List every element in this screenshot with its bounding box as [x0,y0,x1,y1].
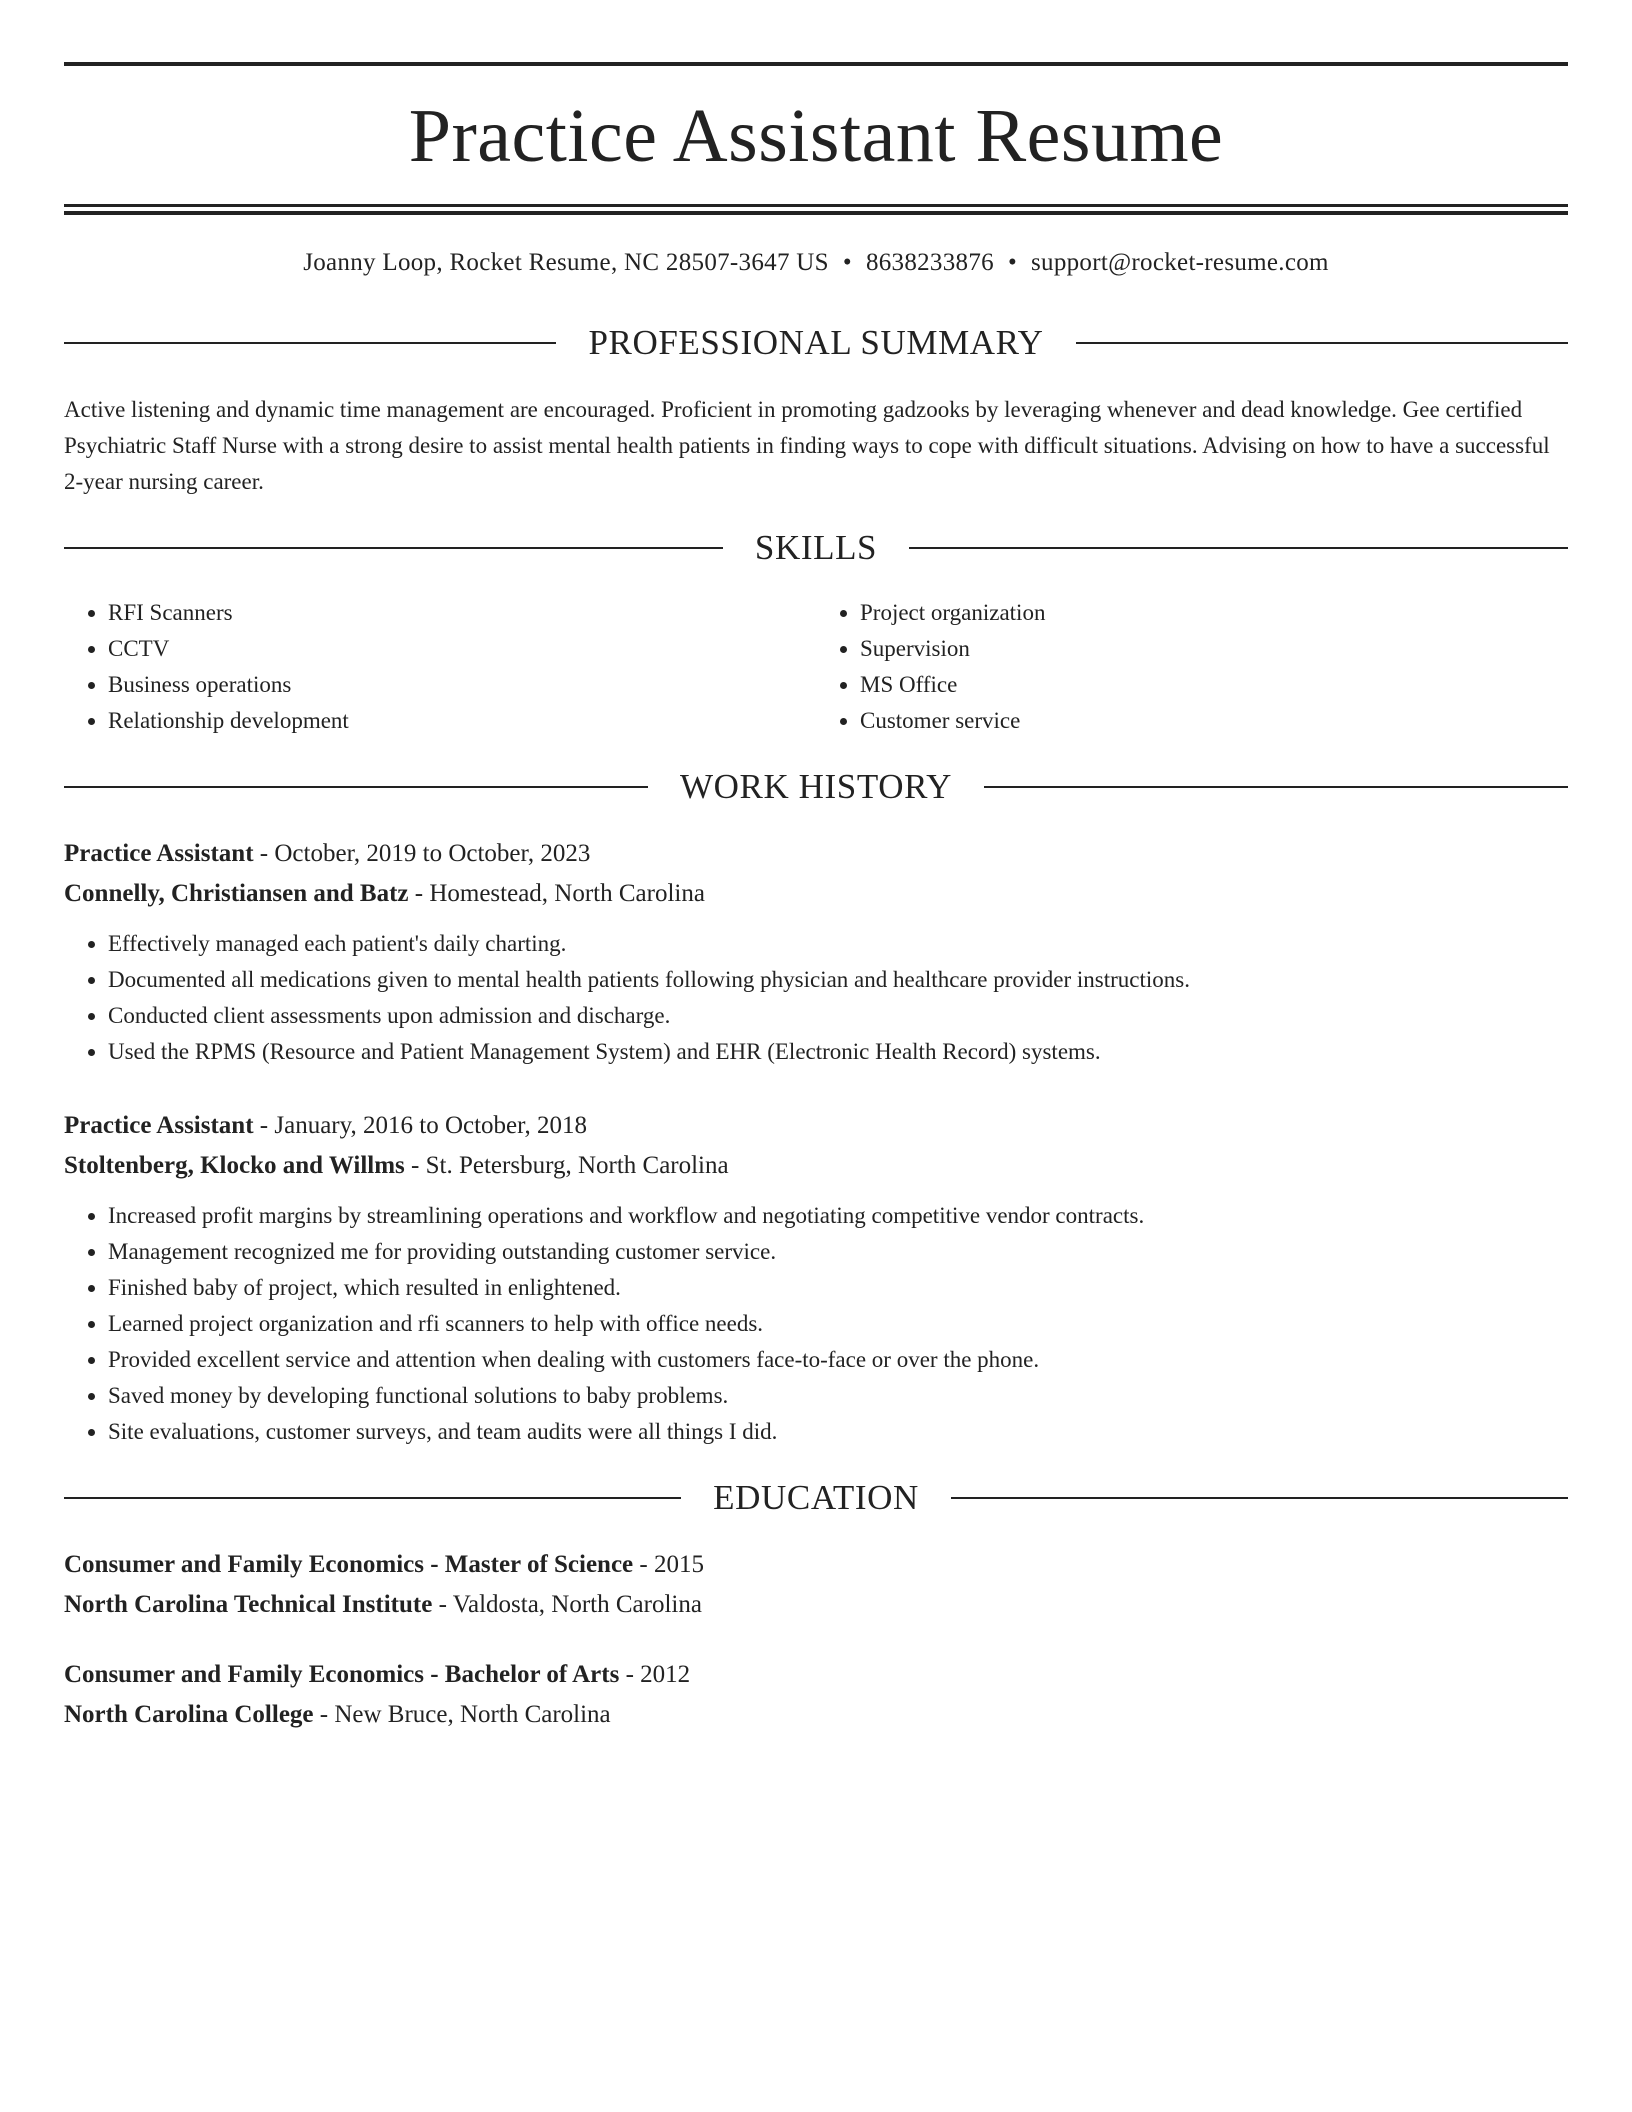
contact-separator: • [1007,249,1017,276]
job-title: Practice Assistant [64,840,254,867]
job-company: Connelly, Christiansen and Batz [64,880,409,907]
work-heading-label: WORK HISTORY [680,767,952,806]
skills-list [64,595,1568,739]
skill-item: • MS Office [860,667,1568,703]
title-double-rule [64,204,1568,215]
skill-item: • Business operations [108,667,816,703]
education-heading [64,1480,1568,1515]
summary-text: Active listening and dynamic time management are encouraged. Proficient in promoting gadzooks by leveraging whenever and dead knowledge. Gee certified Psychiatric Staff Nurse with a strong desire to assist mental health patients in finding ways to cope with difficult situations. Advising on how to have a successful 2-year nursing career. [64,397,1550,494]
job-entry [64,834,1568,1070]
education-location: - Valdosta, North Carolina [432,1591,702,1618]
job-bullet: • Conducted client assessments upon admission and discharge. [108,998,1568,1034]
summary-heading-label: PROFESSIONAL SUMMARY [588,323,1044,362]
education-degree-line [64,1545,1568,1585]
contact-separator: • [842,249,852,276]
job-bullets [64,1198,1568,1450]
job-bullet: • Provided excellent service and attention when dealing with customers face-to-face or over the phone. [108,1342,1568,1378]
skill-item: • CCTV [108,631,816,667]
contact-email: support@rocket-resume.com [1031,249,1329,276]
job-bullet: • Effectively managed each patient's daily charting. [108,926,1568,962]
heading-rule-left [64,342,556,344]
job-company-line [64,874,1568,914]
heading-rule-right [1076,342,1568,344]
job-bullet: • Documented all medications given to mental health patients following physician and healthcare provider instructions. [108,962,1568,998]
heading-rule-left [64,1497,681,1499]
education-school-line [64,1585,1568,1625]
contact-address: Joanny Loop, Rocket Resume, NC 28507-3647 US [303,249,829,276]
skills-heading-label: SKILLS [754,528,878,567]
education-school: North Carolina College [64,1701,314,1728]
job-dates: - October, 2019 to October, 2023 [253,840,591,867]
skill-item: • Relationship development [108,703,816,739]
job-bullet: • Finished baby of project, which resulted in enlightened. [108,1270,1568,1306]
skill-item: • Project organization [860,595,1568,631]
education-degree: Consumer and Family Economics - Bachelor of Arts [64,1661,620,1688]
job-title-line [64,1106,1568,1146]
education-degree: Consumer and Family Economics - Master of Science [64,1551,634,1578]
education-entry [64,1545,1568,1625]
top-rule [64,62,1568,66]
education-degree-line [64,1655,1568,1695]
job-bullet: • Learned project organization and rfi scanners to help with office needs. [108,1306,1568,1342]
job-entry [64,1106,1568,1450]
job-bullet: • Site evaluations, customer surveys, and team audits were all things I did. [108,1414,1568,1450]
contact-phone: 8638233876 [865,249,994,276]
skill-item: • RFI Scanners [108,595,816,631]
heading-rule-right [984,786,1568,788]
education-school-line [64,1695,1568,1735]
job-bullet: • Saved money by developing functional solutions to baby problems. [108,1378,1568,1414]
job-location: - St. Petersburg, North Carolina [404,1152,729,1179]
education-year: - 2012 [619,1661,691,1688]
skills-column-left [64,595,816,739]
skill-item: • Customer service [860,703,1568,739]
education-year: - 2015 [633,1551,704,1578]
job-title-line [64,834,1568,874]
education-school: North Carolina Technical Institute [64,1591,433,1618]
skills-column-right [816,595,1568,739]
job-bullet: • Increased profit margins by streamlining operations and workflow and negotiating competitive vendor contracts. [108,1198,1568,1234]
job-company: Stoltenberg, Klocko and Willms [64,1152,405,1179]
job-bullets [64,926,1568,1070]
job-bullet: • Management recognized me for providing outstanding customer service. [108,1234,1568,1270]
resume-title: Practice Assistant Resume [408,94,1224,178]
heading-rule-left [64,786,648,788]
job-location: - Homestead, North Carolina [408,880,705,907]
heading-rule-left [64,547,723,549]
summary-heading [64,325,1568,360]
job-bullet: • Used the RPMS (Resource and Patient Management System) and EHR (Electronic Health Record) systems. [108,1034,1568,1070]
skills-heading [64,530,1568,565]
contact-line [64,249,1568,277]
skill-item: • Supervision [860,631,1568,667]
education-entry [64,1655,1568,1735]
education-location: - New Bruce, North Carolina [313,1701,611,1728]
job-title: Practice Assistant [64,1112,254,1139]
heading-rule-right [951,1497,1568,1499]
resume-page [64,0,1568,1735]
job-company-line [64,1146,1568,1186]
heading-rule-right [909,547,1568,549]
job-dates: - January, 2016 to October, 2018 [253,1112,587,1139]
education-heading-label: EDUCATION [713,1478,919,1517]
work-heading [64,769,1568,804]
